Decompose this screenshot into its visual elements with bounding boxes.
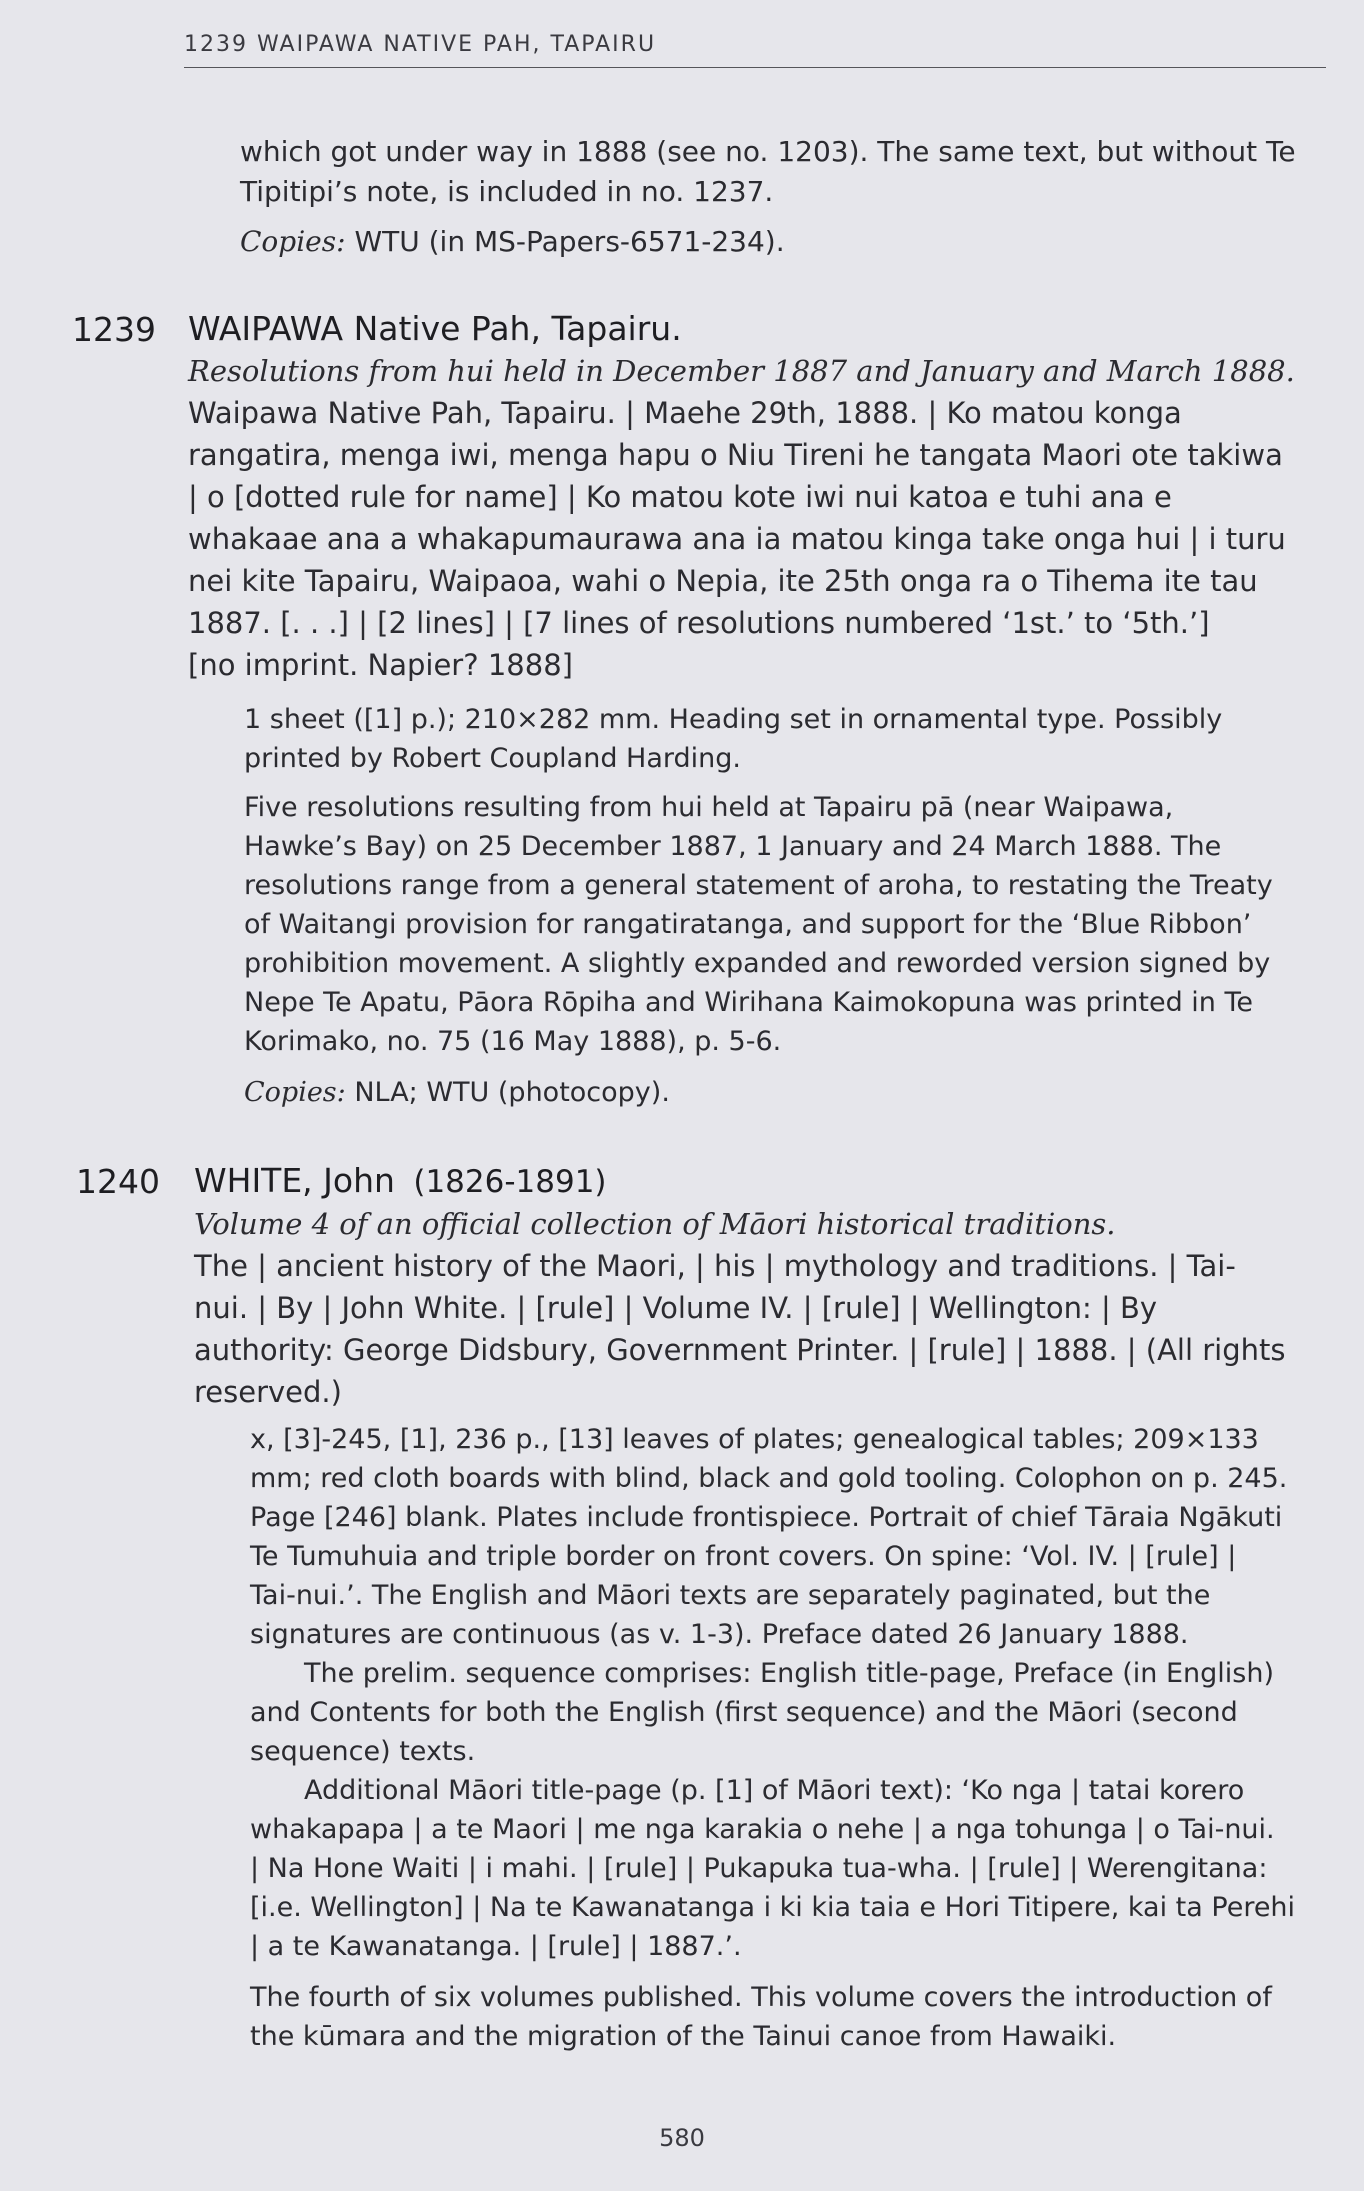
physical-line: printed by Robert Coupland Harding. [244, 743, 742, 774]
entry-heading-row [194, 1160, 1344, 1203]
transcription-line: whakaae ana a whakapumaurawa ana ia matou kinga take onga hui | i turu [188, 522, 1286, 556]
final-note-line: The fourth of six volumes published. This volume covers the introduction of [250, 1982, 1272, 2013]
note-line: of Waitangi provision for rangatiratanga, and support for the ‘Blue Ribbon’ [244, 909, 1252, 940]
transcription-line: authority: George Didsbury, Government Printer. | [rule] | 1888. | (All rights [194, 1333, 1286, 1367]
note-line: resolutions range from a general statement of aroha, to restating the Treaty [244, 870, 1273, 901]
copies-label: Copies: [244, 1077, 346, 1108]
entry-1239-notes [244, 700, 1334, 1112]
entry-number: 1239 [72, 310, 156, 349]
transcription-line: rangatira, menga iwi, menga hapu o Niu Tireni he tangata Maori ote takiwa [188, 438, 1283, 472]
entry-number: 1240 [76, 1162, 160, 1201]
transcription-line: 1887. [. . .] | [2 lines] | [7 lines of resolutions numbered ‘1st.’ to ‘5th.’] [188, 606, 1210, 640]
prev-entry-line: Tipitipi’s note, is included in no. 1237. [240, 175, 774, 208]
additional-title-line: | Na Hone Waiti | i mahi. | [rule] | Pukapuka tua-wha. | [rule] | Werengitana: [250, 1853, 1268, 1884]
additional-title-line: | a te Kawanatanga. | [rule] | 1887.’. [250, 1931, 742, 1962]
prelim-line: and Contents for both the English (first sequence) and the Māori (second [250, 1697, 1238, 1728]
entry-1240-notes [250, 1420, 1340, 2056]
physical-line: mm; red cloth boards with blind, black and gold tooling. Colophon on p. 245. [250, 1463, 1288, 1494]
transcription-line: reserved.) [194, 1375, 342, 1409]
entry-copies [244, 1073, 1334, 1112]
final-note-line: the kūmara and the migration of the Tainui canoe from Hawaiki. [250, 2021, 1117, 2052]
transcription-line: nei kite Tapairu, Waipaoa, wahi o Nepia, ite 25th onga ra o Tihema ite tau [188, 564, 1258, 598]
prev-entry-copies [240, 222, 1340, 262]
physical-line: signatures are continuous (as v. 1-3). Preface dated 26 January 1888. [250, 1619, 1189, 1650]
physical-line: Te Tumuhuia and triple border on front covers. On spine: ‘Vol. IV. | [rule] | [250, 1541, 1237, 1572]
note-line: Korimako, no. 75 (16 May 1888), p. 5-6. [244, 1026, 782, 1057]
entry-heading: WAIPAWA Native Pah, Tapairu. [188, 309, 682, 348]
physical-line: Tai-nui.’. The English and Māori texts are separately paginated, but the [250, 1580, 1211, 1611]
transcription-line: nui. | By | John White. | [rule] | Volume IV. | [rule] | Wellington: | By [194, 1291, 1158, 1325]
prev-entry-continuation [240, 132, 1340, 262]
additional-title-line: [i.e. Wellington] | Na te Kawanatanga i ki kia taia e Hori Titipere, kai ta Perehi [250, 1892, 1296, 1923]
note-line: Nepe Te Apatu, Pāora Rōpiha and Wirihana Kaimokopuna was printed in Te [244, 987, 1254, 1018]
prelim-line: The prelim. sequence comprises: English title-page, Preface (in English) [304, 1658, 1275, 1689]
imprint-line: [no imprint. Napier? 1888] [188, 648, 573, 682]
physical-line: Page [246] blank. Plates include frontispiece. Portrait of chief Tāraia Ngākuti [250, 1502, 1283, 1533]
note-line: Hawke’s Bay) on 25 December 1887, 1 January and 24 March 1888. The [244, 831, 1222, 862]
running-head: 1239 WAIPAWA NATIVE PAH, TAPAIRU [184, 32, 1326, 68]
entry-dates: (1826-1891) [413, 1164, 607, 1200]
prev-entry-line: which got under way in 1888 (see no. 1203). The same text, but without Te [240, 135, 1296, 168]
physical-line: x, [3]-245, [1], 236 p., [13] leaves of plates; genealogical tables; 209×133 [250, 1424, 1259, 1455]
copies-text: NLA; WTU (photocopy). [345, 1077, 670, 1108]
physical-line: 1 sheet ([1] p.); 210×282 mm. Heading set in ornamental type. Possibly [244, 704, 1223, 735]
entry-1239 [188, 308, 1338, 686]
entry-title: Resolutions from hui held in December 1887 and January and March 1888. [188, 354, 1295, 388]
additional-title-line: whakapapa | a te Maori | me nga karakia o nehe | a nga tohunga | o Tai-nui. [250, 1814, 1275, 1845]
transcription-line: The | ancient history of the Maori, | his | mythology and traditions. | Tai- [194, 1249, 1236, 1283]
additional-title-line: Additional Māori title-page (p. [1] of Māori text): ‘Ko nga | tatai korero [304, 1775, 1245, 1806]
note-line: prohibition movement. A slightly expanded and reworded version signed by [244, 948, 1271, 979]
transcription-line: Waipawa Native Pah, Tapairu. | Maehe 29th, 1888. | Ko matou konga [188, 396, 1182, 430]
copies-text: WTU (in MS-Papers-6571-234). [345, 225, 785, 258]
page-number: 580 [659, 2124, 705, 2152]
copies-label: Copies: [240, 225, 346, 258]
prelim-line: sequence) texts. [250, 1736, 476, 1767]
note-line: Five resolutions resulting from hui held at Tapairu pā (near Waipawa, [244, 792, 1174, 823]
entry-heading: WHITE, John [194, 1161, 395, 1200]
entry-1240 [194, 1160, 1344, 1413]
entry-title: Volume 4 of an official collection of Māori historical traditions. [194, 1207, 1116, 1241]
transcription-line: | o [dotted rule for name] | Ko matou kote iwi nui katoa e tuhi ana e [188, 480, 1172, 514]
